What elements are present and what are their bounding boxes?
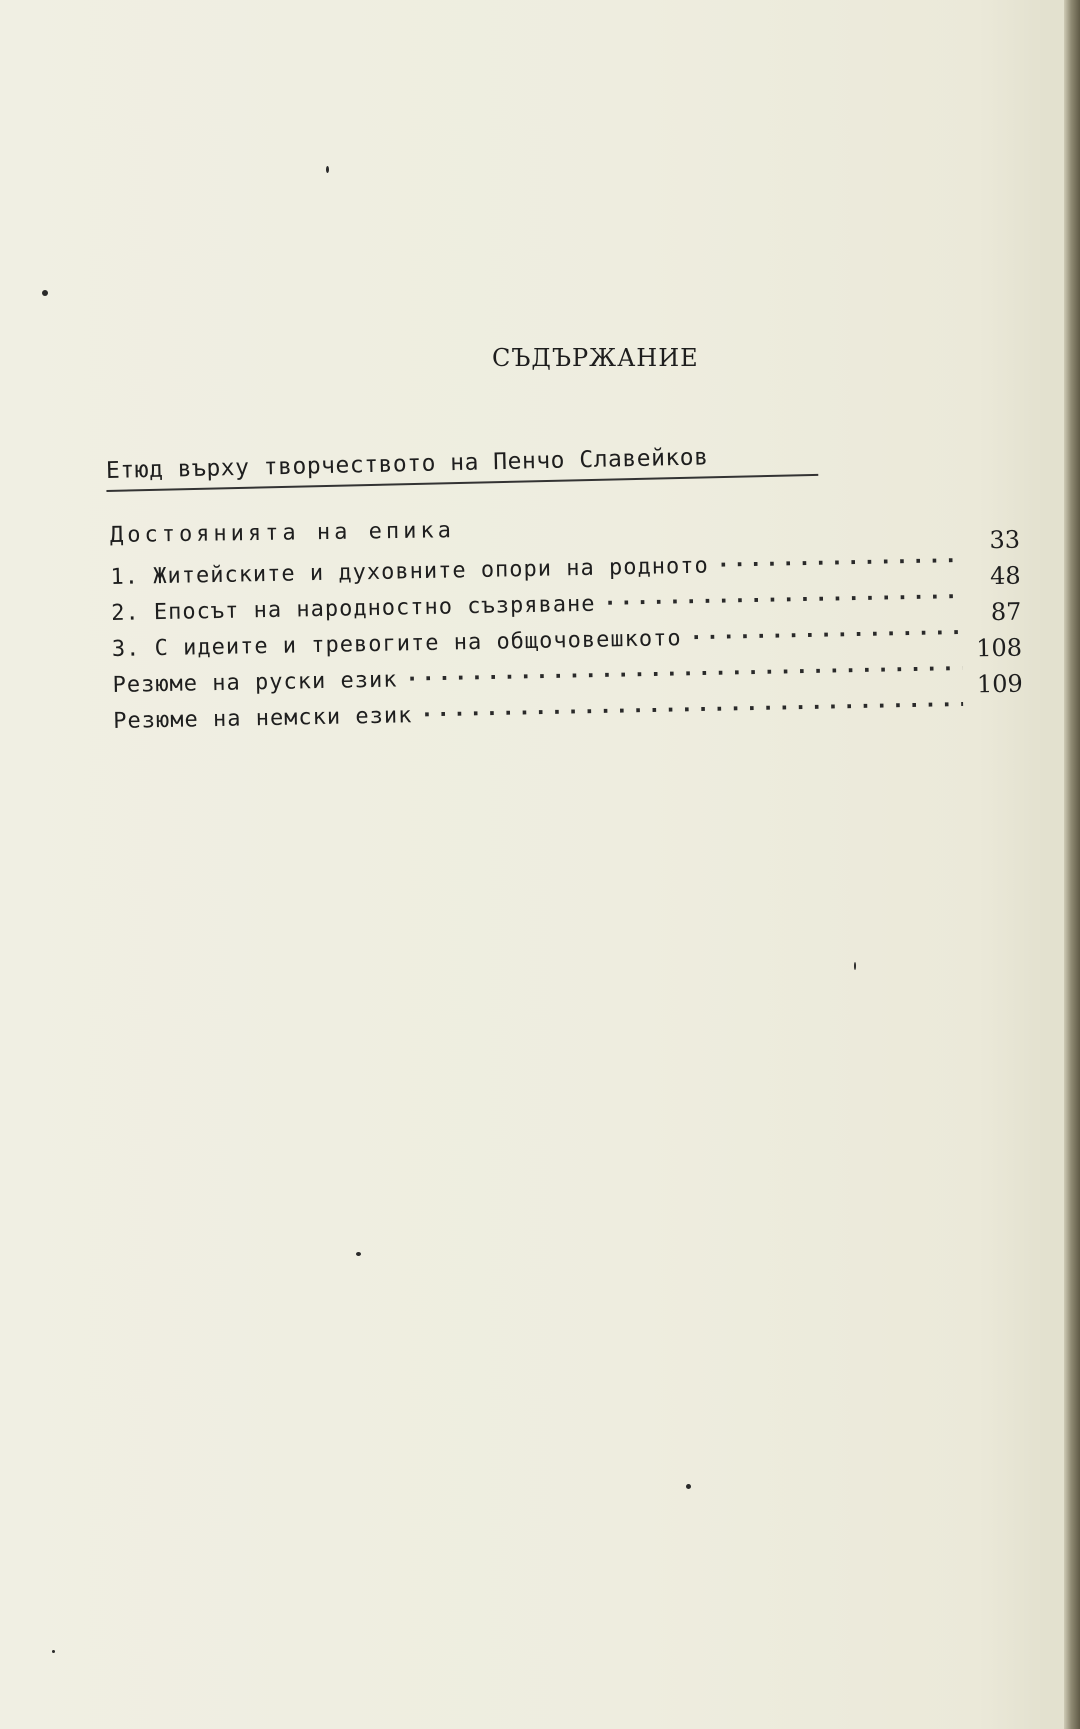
toc-entry-page: 108	[975, 633, 1023, 663]
ink-speck	[356, 1252, 361, 1256]
toc-entry-label: 1. Житейските и духовните опори на родното	[110, 553, 709, 591]
ink-speck	[854, 962, 856, 970]
toc-entry-page: 87	[990, 597, 1022, 627]
page-title: СЪДЪРЖАНИЕ	[492, 344, 699, 372]
book-spine-edge	[1064, 0, 1080, 1729]
dot-leader	[716, 549, 960, 579]
section-title	[106, 444, 709, 484]
section-title-text: Етюд върху творчеството на Пенчо Славейков	[105, 444, 709, 484]
ink-speck	[42, 290, 48, 296]
toc-entry-label: 2. Епосът на народностно съзряване	[110, 591, 596, 627]
subsection-title: Достоянията на епика	[109, 518, 456, 548]
toc-entry-label: Резюме на руски език	[112, 667, 398, 698]
toc-entry-label: Резюме на немски език	[113, 703, 413, 734]
toc-entry-page: 33	[989, 525, 1021, 555]
dot-leader	[689, 621, 962, 651]
ink-speck	[686, 1484, 691, 1489]
ink-speck	[326, 166, 329, 173]
toc-entry-page: 109	[976, 669, 1023, 699]
ink-speck	[52, 1650, 55, 1653]
toc-entry-label: 3. С идеите и тревогите на общочовешкото	[111, 626, 682, 662]
toc-entry-page: 48	[989, 561, 1021, 591]
